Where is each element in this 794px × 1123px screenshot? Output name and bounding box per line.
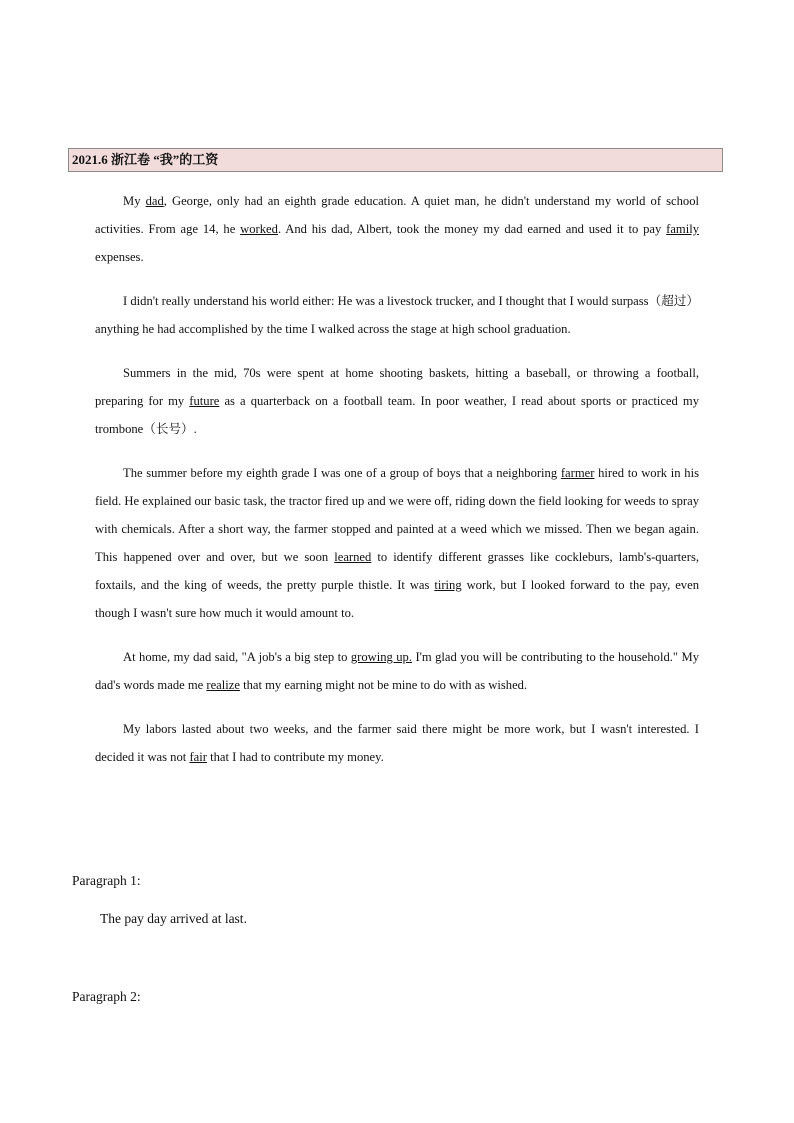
story-paragraph-5 (95, 643, 699, 699)
paragraph-1-starter: The pay day arrived at last. (100, 911, 247, 926)
underlined-word: learned (334, 550, 372, 564)
paragraph-2-label: Paragraph 2: (72, 989, 141, 1004)
paragraph-text: that I had to contribute my money. (206, 750, 384, 764)
underlined-word: worked (240, 222, 278, 236)
paragraph-text: that my earning might not be mine to do with as wished. (239, 678, 528, 692)
underlined-word: growing up. (350, 650, 412, 664)
paragraph-text: , George, only had an eighth grade education. A quiet man, he didn't understand my world of school activities. From age 14, he (95, 194, 699, 236)
underlined-word: farmer (560, 466, 595, 480)
story-body (95, 187, 699, 787)
paragraph-text: At home, my dad said, "A job's a big step to (123, 650, 351, 664)
underlined-word: family (666, 222, 699, 236)
underlined-word: dad (145, 194, 164, 208)
paragraph-text: to identify different grasses like cockleburs, lamb's-quarters, foxtails, and the king of weeds, the pretty purple thistle. It was (95, 550, 700, 592)
story-paragraph-2 (95, 287, 699, 343)
paragraph-text: My labors lasted about two weeks, and the farmer said there might be more work, but I wasn't interested. I decided it was not (95, 722, 699, 764)
paragraph-text: My (123, 194, 146, 208)
paragraph-text: expenses. (95, 250, 144, 264)
paragraph-text: hired to work in his field. He explained our basic task, the tractor fired up and we were off, riding down the field looking for weeds to spray with chemicals. After a short way, the farmer stopped and painted at a weed which we missed. Then we began again. This happened over and over, but we soon (95, 466, 699, 564)
paragraph-text: . And his dad, Albert, took the money my dad earned and used it to pay (277, 222, 667, 236)
paragraph-text: The summer before my eighth grade I was one of a group of boys that a neighboring (123, 466, 561, 480)
story-paragraph-3 (95, 359, 699, 443)
paragraph-text: I didn't really understand his world either: He was a livestock trucker, and I thought that I would surpass（超过） anything he had accomplished by the time I walked across the stage at high school graduation. (95, 294, 699, 336)
paragraph-text: as a quarterback on a football team. In poor weather, I read about sports or practiced my trombone（长号）. (95, 394, 699, 436)
story-paragraph-1 (95, 187, 699, 271)
paragraph-1-label: Paragraph 1: (72, 873, 141, 888)
story-paragraph-6 (95, 715, 699, 771)
story-paragraph-4 (95, 459, 699, 627)
paragraph-text: work, but I looked forward to the pay, even though I wasn't sure how much it would amount to. (95, 578, 699, 620)
underlined-word: fair (189, 750, 207, 764)
paragraph-text: Summers in the mid, 70s were spent at home shooting baskets, hitting a baseball, or throwing a football, preparing for my (95, 366, 699, 408)
section-title: 2021.6 浙江卷 “我”的工资 (68, 148, 723, 172)
underlined-word: realize (206, 678, 240, 692)
underlined-word: tiring (434, 578, 462, 592)
paragraph-text: I'm glad you will be contributing to the household." My dad's words made me (95, 650, 699, 692)
underlined-word: future (189, 394, 220, 408)
